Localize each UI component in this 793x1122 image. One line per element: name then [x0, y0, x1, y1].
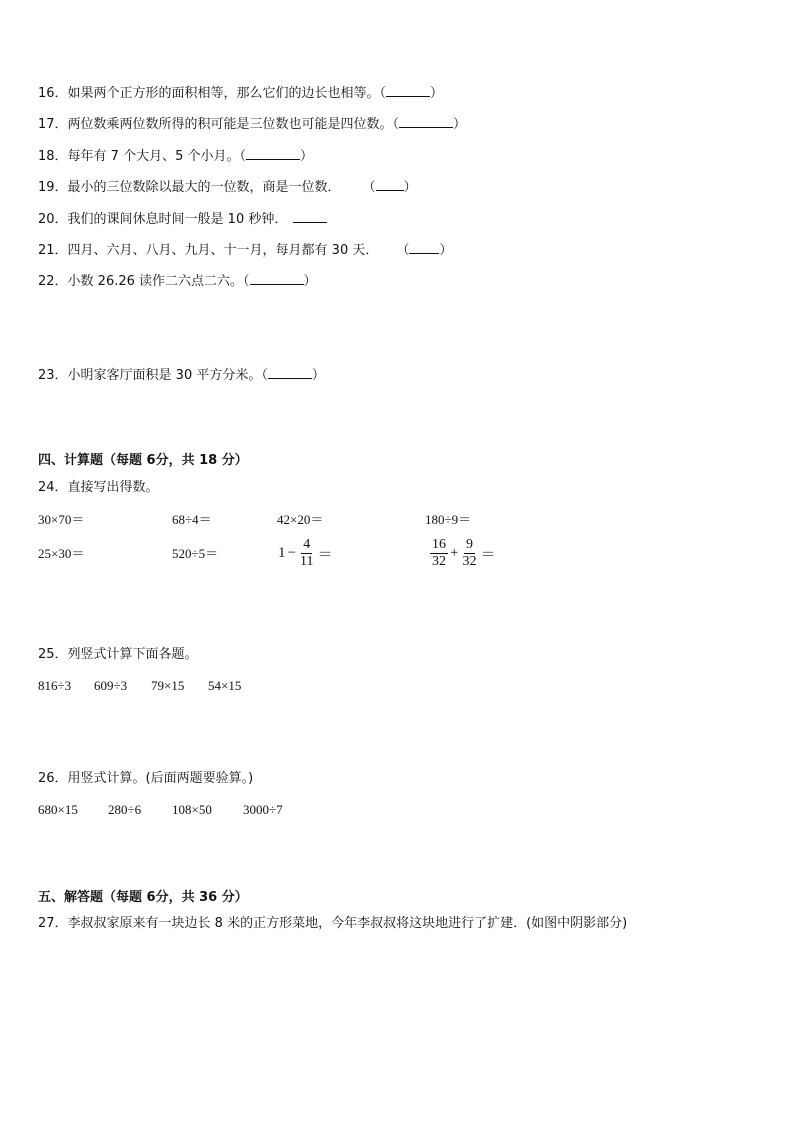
calc-item: 816÷3: [38, 678, 72, 693]
calc-item: 54×15: [208, 678, 242, 693]
question-20: [38, 210, 327, 228]
question-22: 22．小数 26.26 读作二六点二六。（ ）: [38, 274, 317, 289]
answer-blank[interactable]: [399, 115, 453, 128]
calc-item: 3000÷7: [243, 802, 283, 817]
question-23-text: 23．小明家客厅面积是 30 平方分米。（: [38, 368, 268, 383]
question-21: 21．四月、六月、八月、九月、十一月，每月都有 30 天． （ ）: [38, 243, 453, 258]
answer-blank[interactable]: [246, 147, 300, 160]
question-24: 24．直接写出得数。: [38, 480, 159, 495]
fraction-expression-1: 1 − $\frac{4}{11}$ ＝: [278, 537, 333, 569]
question-17: 17．两位数乘两位数所得的积可能是三位数也可能是四位数。（ ）: [38, 117, 467, 132]
calc-item: 25×30＝: [38, 546, 85, 561]
answer-blank[interactable]: [386, 84, 430, 97]
question-19-text: 19．最小的三位数除以最大的一位数，商是一位数．: [38, 180, 341, 195]
calc-item: 680×15: [38, 802, 78, 817]
answer-blank[interactable]: [250, 272, 304, 285]
question-21-text: 21．四月、六月、八月、九月、十一月，每月都有 30 天．: [38, 243, 379, 258]
question-26: 26．用竖式计算。(后面两题要验算。): [38, 771, 254, 786]
calc-item: 42×20＝: [277, 512, 324, 527]
fraction: $\frac{16}{32}$: [432, 537, 446, 569]
question-17-text: 17．两位数乘两位数所得的积可能是三位数也可能是四位数。（: [38, 117, 400, 132]
calc-item: 180÷9＝: [425, 512, 472, 527]
fraction: $\frac{4}{11}$: [299, 537, 314, 569]
question-19: 19．最小的三位数除以最大的一位数，商是一位数． （ ）: [38, 180, 417, 195]
calc-item: 520÷5＝: [172, 546, 219, 561]
question-16-text: 16．如果两个正方形的面积相等，那么它们的边长也相等。（: [38, 86, 387, 101]
section-4-heading: 四、计算题（每题 6分，共 18 分）: [38, 453, 248, 468]
fraction-expression-2: $\frac{16}{32}$ + $\frac{9}{32}$ ＝: [432, 537, 496, 569]
calc-item: 280÷6: [108, 802, 142, 817]
question-25: 25．列竖式计算下面各题。: [38, 647, 198, 662]
calc-item: 108×50: [172, 802, 212, 817]
question-16: 16．如果两个正方形的面积相等，那么它们的边长也相等。（ ）: [38, 86, 444, 101]
question-18-text: 18．每年有 7 个大月、5 个小月。（: [38, 149, 246, 164]
question-27: 27．李叔叔家原来有一块边长 8 米的正方形菜地，今年李叔叔将这块地进行了扩建．(如图中阴影部分): [38, 916, 628, 931]
fraction: $\frac{9}{32}$: [462, 537, 477, 569]
question-18: 18．每年有 7 个大月、5 个小月。（ ）: [38, 149, 313, 164]
answer-blank[interactable]: [268, 366, 312, 379]
calc-item: 79×15: [151, 678, 185, 693]
section-5-heading: 五、解答题（每题 6分，共 36 分）: [38, 890, 248, 905]
answer-blank[interactable]: [376, 178, 404, 191]
question-23: 23．小明家客厅面积是 30 平方分米。（ ）: [38, 368, 325, 383]
answer-blank[interactable]: [409, 241, 439, 254]
calc-item: 30×70＝: [38, 512, 85, 527]
calc-item: 68÷4＝: [172, 512, 212, 527]
question-20-text: 20．我们的课间休息时间一般是 10 秒钟．: [38, 212, 288, 227]
question-22-text: 22．小数 26.26 读作二六点二六。（: [38, 274, 250, 289]
calc-item: 609÷3: [94, 678, 128, 693]
answer-blank[interactable]: [293, 210, 327, 223]
